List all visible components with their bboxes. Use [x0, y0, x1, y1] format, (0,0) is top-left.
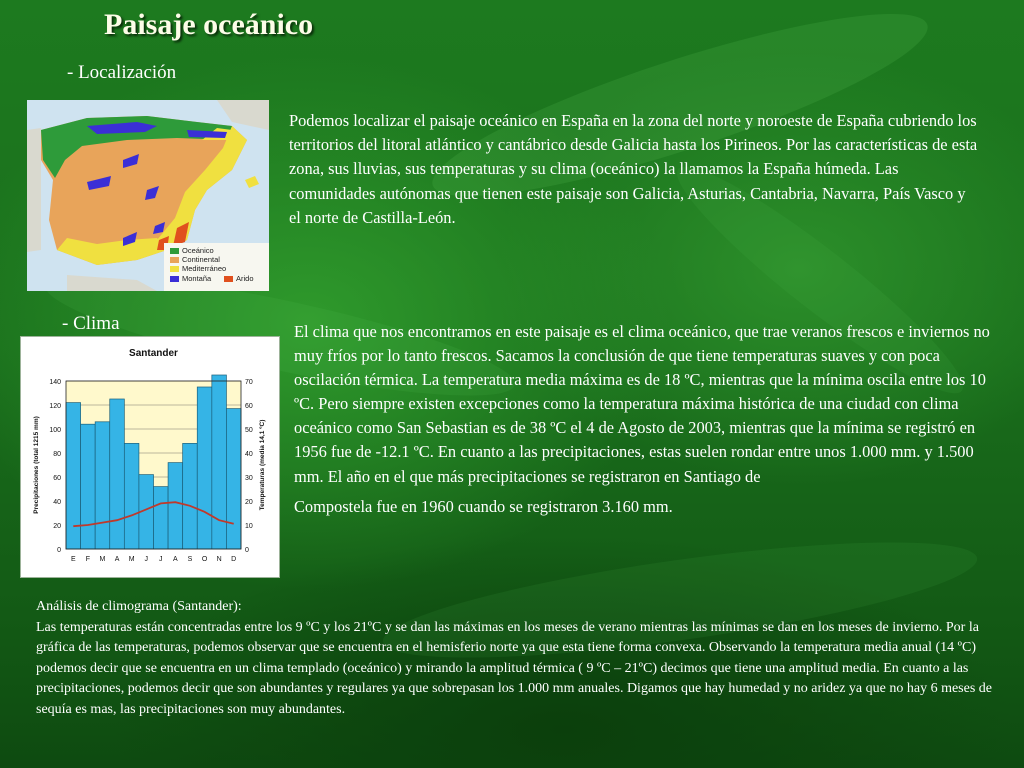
y-tick-label-left: 20	[53, 523, 61, 530]
y-tick-label-left: 120	[49, 403, 61, 410]
x-tick-label: F	[85, 556, 91, 563]
spain-landscape-map	[27, 100, 269, 291]
analysis-text: Las temperaturas están concentradas entre los 9 ºC y los 21ºC y se dan las máximas en los meses de verano mientras las mínimas se dan en los meses de invierno. Por la gráfica de las temperaturas, podemos observar que se encuentra en el hemisferio norte ya que esta tiene forma convexa. Observando la temperatura media anual (14 ºC) podemos decir que se encuentra en un clima templado (oceánico) y mirando la amplitud térmica ( 9 ºC – 21ºC) decimos que tiene una amplitud media. En cuanto a las precipitaciones, podemos decir que son abundantes y regulares ya que sobrepasan los 1.000 mm anuales. Digamos que hay humedad y no aridez ya que no hay 6 meses de sequía es mas, las precipitaciones son muy abundantes.	[36, 619, 992, 717]
y-tick-label-right: 0	[245, 547, 249, 554]
slide-title: Paisaje oceánico	[104, 8, 314, 41]
legend-swatch	[170, 276, 179, 282]
precipitation-bar	[183, 443, 198, 549]
precipitation-bar	[154, 487, 169, 549]
legend-item	[170, 246, 214, 255]
legend-label: Continental	[182, 255, 220, 264]
climograph-santander	[20, 336, 280, 578]
y-tick-label-right: 10	[245, 523, 253, 530]
y-tick-label-left: 80	[53, 451, 61, 458]
y-axis-label-right: Temperaturas (media 14,1 ºC)	[259, 419, 266, 511]
precipitation-bar	[95, 422, 110, 549]
x-tick-label: M	[128, 556, 135, 563]
precipitation-bar	[197, 387, 212, 549]
map-legend	[164, 243, 269, 291]
y-tick-label-right: 30	[245, 475, 253, 482]
section-heading-localizacion: - Localización	[67, 62, 177, 83]
legend-swatch	[224, 276, 233, 282]
section-heading-clima: - Clima	[62, 313, 120, 334]
y-tick-label-right: 40	[245, 451, 253, 458]
analysis-heading: Análisis de climograma (Santander):	[36, 599, 242, 614]
legend-swatch	[170, 248, 179, 254]
x-tick-label: S	[187, 556, 193, 563]
x-tick-label: M	[99, 556, 106, 563]
legend-label: Montaña	[182, 274, 212, 283]
y-tick-label-left: 0	[57, 547, 61, 554]
chart-title: Santander	[129, 348, 178, 359]
y-tick-label-right: 50	[245, 427, 253, 434]
y-tick-label-right: 60	[245, 403, 253, 410]
clima-paragraph-text: El clima que nos encontramos en este paisaje es el clima oceánico, que trae veranos frescos e inviernos no muy fríos por lo tanto frescos. Sacamos la conclusión de que tiene temperaturas suaves y con poca oscilación térmica. La temperatura media máxima es de 18 ºC, mientras que la mínima oscila entre los 10 ºC. Pero siempre existen excepciones como la temperatura máxima histórica de una ciudad con clima oceánico como San Sebastian es de 38 ºC el 4 de Agosto de 2003, mientras que la mínima se registró en 1956 fue de -12.1 ºC. En cuanto a las precipitaciones, estas suelen rondar entre unos 1.000 mm. y 1.500 mm. El año en el que más precipitaciones se registraron en Santiago de	[294, 322, 990, 486]
y-tick-label-left: 40	[53, 499, 61, 506]
y-axis-label-left: Precipitaciones (total 1215 mm)	[33, 416, 40, 514]
climograph-chart	[21, 337, 279, 577]
legend-label: Oceánico	[182, 246, 214, 255]
legend-item	[170, 264, 226, 273]
legend-item	[170, 255, 220, 264]
clima-paragraph	[294, 320, 1006, 519]
x-tick-label: A	[114, 556, 120, 563]
precipitation-bar	[124, 443, 139, 549]
y-tick-label-left: 140	[49, 379, 61, 386]
precipitation-bar	[66, 403, 81, 549]
precipitation-bar	[168, 463, 183, 549]
precipitation-bar	[81, 424, 96, 549]
legend-item	[224, 274, 254, 283]
x-tick-label: O	[201, 556, 208, 563]
x-tick-label: D	[231, 556, 237, 563]
legend-swatch	[170, 266, 179, 272]
precipitation-bar	[212, 375, 227, 549]
y-tick-label-left: 60	[53, 475, 61, 482]
y-tick-label-right: 20	[245, 499, 253, 506]
localizacion-paragraph: Podemos localizar el paisaje oceánico en España en la zona del norte y noroeste de España cubriendo los territorios del litoral atlántico y cantábrico desde Galicia hasta los Pirineos. Por las características de esta zona, sus lluvias, sus temperaturas y su clima (oceánico) la llamamos la España húmeda. Las comunidades autónomas que tienen este paisaje son Galicia, Asturias, Cantabria, Navarra, País Vasco y el norte de Castilla-León.	[289, 111, 978, 227]
y-tick-label-left: 100	[49, 427, 61, 434]
precipitation-bar	[226, 409, 241, 549]
clima-paragraph-end: Compostela fue en 1960 cuando se registraron 3.160 mm.	[294, 496, 673, 516]
precipitation-bar	[110, 399, 125, 549]
climograph-analysis	[36, 597, 1018, 721]
x-tick-label: A	[173, 556, 178, 563]
x-tick-label: J	[144, 556, 148, 563]
legend-label: Mediterráneo	[182, 264, 227, 273]
legend-item	[170, 274, 211, 283]
legend-swatch	[170, 257, 179, 263]
legend-label: Arido	[236, 274, 254, 283]
x-tick-label: N	[216, 556, 222, 563]
x-tick-label: E	[70, 556, 76, 563]
x-tick-label: J	[159, 556, 163, 563]
y-tick-label-right: 70	[245, 379, 253, 386]
